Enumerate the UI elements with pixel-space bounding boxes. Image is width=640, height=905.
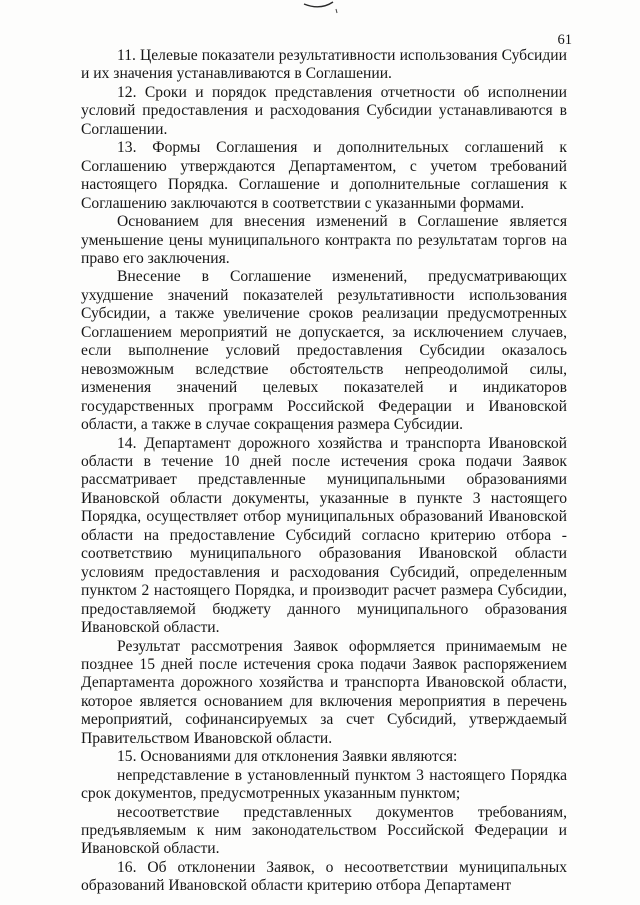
paragraph-13: 13. Формы Соглашения и дополнительных соглашений к Соглашению утверждаются Департаментом, с учетом требований настоящего Порядка. Соглашение и дополнительные соглашения к Соглашению заключаются в соответствии с указанными формами. <box>81 139 567 212</box>
paragraph-15: 15. Основаниями для отклонения Заявки являются: <box>117 748 458 766</box>
paragraph-14: 14. Департамент дорожного хозяйства и транспорта Ивановской области в течение 10 дней после истечения срока подачи Заявок рассматривает представленные муниципальными образованиями Ивановской области документы, указанные в пункте 3 настоящего Порядка, осуществляет отбор муниципальных образований Ивановской области на предоставление Субсидий согласно критерию отбора - соответствию муниципального образования Ивановской области условиям предоставления и расходования Субсидий, определенным пунктом 2 настоящего Порядка, и производит расчет размера Субсидии, предоставляемой бюджету данного муниципального образования Ивановской области. <box>81 434 567 637</box>
scan-artifact-mark <box>300 0 340 14</box>
paragraph-12: 12. Сроки и порядок представления отчетности об исполнении условий предоставления и расходования Субсидии устанавливаются в Соглашении. <box>81 83 567 138</box>
page-number: 61 <box>557 32 572 48</box>
paragraph-14-result: Результат рассмотрения Заявок оформляется принимаемым не позднее 15 дней после истечения срока подачи Заявок распоряжением Департамента дорожного хозяйства и транспорта Ивановской области, которое является основанием для включения мероприятия в перечень мероприятий, софинансируемых за счет Субсидий, утверждаемый Правительством Ивановской области. <box>81 637 567 747</box>
paragraph-16: 16. Об отклонении Заявок, о несоответствии муниципальных образований Ивановской области критерию отбора Департамент <box>81 858 567 895</box>
paragraph-15-item-2: несоответствие представленных документов требованиям, предъявляемым к ним законодательством Российской Федерации и Ивановской области. <box>81 803 567 858</box>
paragraph-13-basis: Основанием для внесения изменений в Соглашение является уменьшение цены муниципального контракта по результатам торгов на право его заключения. <box>81 213 567 267</box>
paragraph-15-item-1: непредставление в установленный пунктом 3 настоящего Порядка срок документов, предусмотренных указанным пунктом; <box>81 766 567 803</box>
paragraph-13-changes: Внесение в Соглашение изменений, предусматривающих ухудшение значений показателей результативности использования Субсидии, а также увеличение сроков реализации предусмотренных Соглашением мероприятий не допускается, за исключением случаев, если выполнение условий предоставления Субсидии оказалось невозможным вследствие обстоятельств непреодолимой силы, изменения значений целевых показателей и индикаторов государственных программ Российской Федерации и Ивановской области, а также в случае сокращения размера Субсидии. <box>81 268 567 434</box>
paragraph-11: 11. Целевые показатели результативности использования Субсидии и их значения устанавливаются в Соглашении. <box>81 47 567 83</box>
document-body <box>81 47 567 896</box>
